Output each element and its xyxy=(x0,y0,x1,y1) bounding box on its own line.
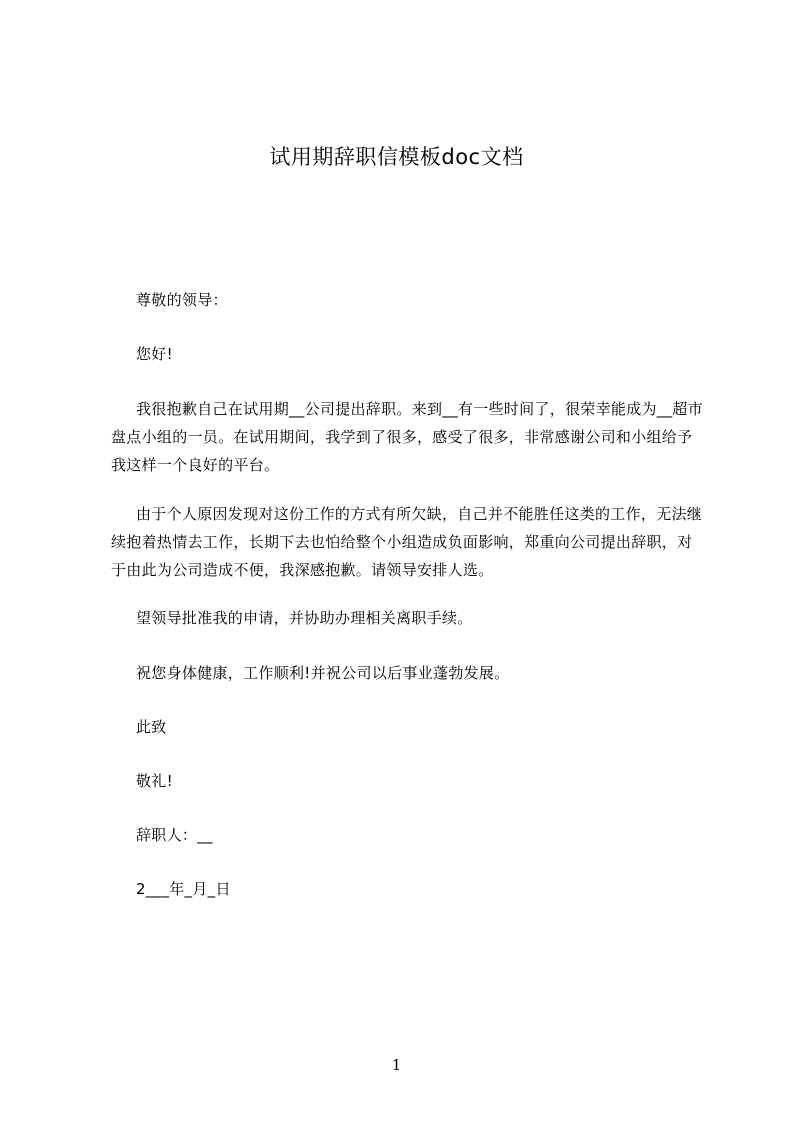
closing-paragraph: 此致 xyxy=(136,718,167,736)
greeting-paragraph: 尊敬的领导： xyxy=(136,291,228,309)
salute-paragraph: 敬礼! xyxy=(136,772,173,790)
date-line: 2___年_月_日 xyxy=(136,880,231,898)
signature-line: 辞职人：__ xyxy=(136,826,213,844)
page-number: 1 xyxy=(391,1056,402,1074)
hello-paragraph: 您好! xyxy=(136,345,173,363)
body-paragraph-4: 祝您身体健康，工作顺利!并祝公司以后事业蓬勃发展。 xyxy=(136,664,510,682)
body-paragraph-2: 由于个人原因发现对这份工作的方式有所欠缺，自己并不能胜任这类的工作，无法继续抱着热情去工作，长期下去也怕给整个小组造成负面影响，郑重向公司提出辞职，对于由此为公司造成不便，我深感抱歉。请领导安排人选。 xyxy=(111,505,703,579)
document-title: 试用期辞职信模板doc文档 xyxy=(269,145,524,169)
body-paragraph-1: 我很抱歉自己在试用期__公司提出辞职。来到__有一些时间了，很荣幸能成为__超市盘点小组的一员。在试用期间，我学到了很多，感受了很多，非常感谢公司和小组给予我这样一个良好的平台。 xyxy=(111,400,704,474)
body-paragraph-3: 望领导批准我的申请，并协助办理相关离职手续。 xyxy=(136,609,473,627)
